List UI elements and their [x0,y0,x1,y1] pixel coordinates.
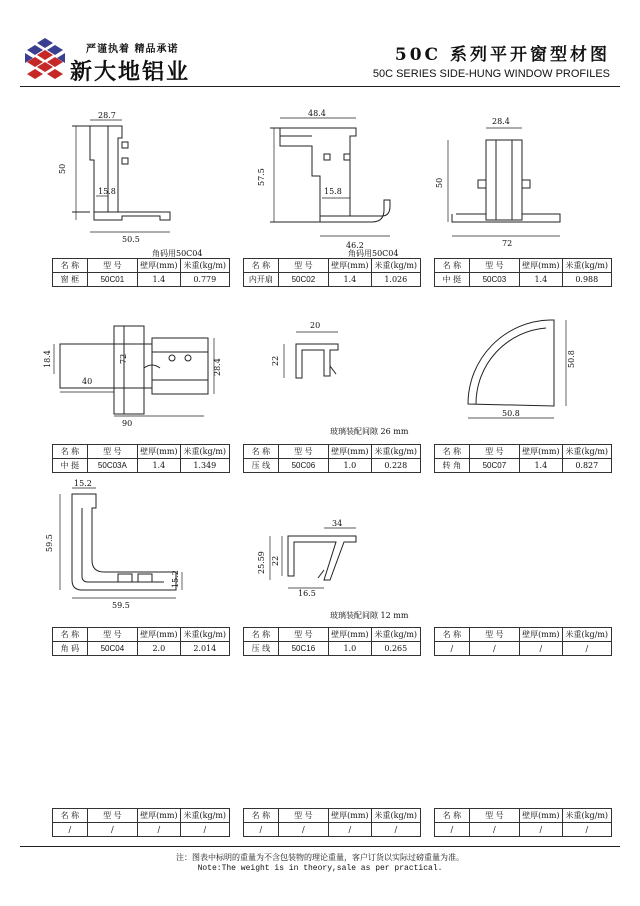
header-thickness: 壁厚(mm) [329,809,371,823]
header-model: 型 号 [278,259,328,273]
profile-model: 50C06 [278,459,328,473]
profile-thickness: / [329,823,371,837]
profile-drawing-50c06 [268,314,378,394]
header-name: 名 称 [435,809,470,823]
footer-note-en: Note:The weight is in theory,sale as per practical. [197,864,443,873]
header-divider [20,86,620,87]
profile-note: 玻璃装配间隙 26 mm [330,427,409,436]
profile-name: / [244,823,279,837]
header-model: 型 号 [87,809,137,823]
company-name: 新大地铝业 [70,59,191,85]
dim-label: 18.4 [43,350,52,368]
profile-name: / [435,823,470,837]
dim-label: 20 [310,321,321,330]
dim-label: 40 [82,377,93,386]
dim-label: 15.8 [324,187,342,196]
spec-table-empty [52,808,230,837]
dim-label: 90 [122,419,133,428]
profile-thickness: 1.4 [329,273,371,287]
dim-label: 48.4 [308,109,326,118]
profile-weight: 0.827 [562,459,611,473]
profile-name: 转 角 [435,459,470,473]
header-name: 名 称 [435,628,470,642]
dim-label: 34 [332,519,343,528]
profile-weight: / [562,642,611,656]
profile-name: / [435,642,470,656]
profile-drawing-50c04 [38,480,198,614]
header-model: 型 号 [278,809,328,823]
profile-name: 中 挺 [53,459,88,473]
dim-label: 59.5 [112,601,130,610]
spec-table-50c04 [52,627,230,656]
profile-note: 玻璃装配间隙 12 mm [330,611,409,620]
profile-model: 50C04 [87,642,137,656]
profile-name: 压 线 [244,459,279,473]
profile-note: 角码用50C04 [348,249,399,258]
header-weight: 米重(kg/m) [562,628,611,642]
dim-label: 25.59 [257,551,266,574]
profile-model: 50C01 [87,273,137,287]
header-weight: 米重(kg/m) [180,445,229,459]
dim-label: 50 [435,177,444,188]
spec-table-empty [434,627,612,656]
profile-weight: / [180,823,229,837]
dim-label: 50 [58,163,67,174]
profile-drawing-50c03a [40,322,220,430]
profile-drawing-50c02 [250,106,400,254]
header-name: 名 称 [244,259,279,273]
profile-model: 50C03A [87,459,137,473]
dim-label: 50.8 [502,409,520,418]
header-model: 型 号 [469,259,519,273]
dim-label: 28.7 [98,111,116,120]
profile-name: 内开扇 [244,273,279,287]
profile-weight: 0.265 [371,642,420,656]
profile-model: 50C16 [278,642,328,656]
dim-label: 16.5 [298,589,316,598]
header-model: 型 号 [469,445,519,459]
dim-label: 72 [502,239,513,248]
profile-thickness: 1.4 [138,273,180,287]
header-name: 名 称 [244,809,279,823]
dim-label: 28.4 [213,358,222,376]
profile-model: / [469,642,519,656]
header-model: 型 号 [278,628,328,642]
header-weight: 米重(kg/m) [180,809,229,823]
profile-drawing-50c03 [436,110,586,250]
profile-name: 角 码 [53,642,88,656]
profile-thickness: 1.4 [138,459,180,473]
profile-model: / [469,823,519,837]
spec-table-empty [243,808,421,837]
header-thickness: 壁厚(mm) [138,445,180,459]
dim-label: 50.5 [122,235,140,244]
profile-model: 50C07 [469,459,519,473]
profile-thickness: 2.0 [138,642,180,656]
header-name: 名 称 [435,259,470,273]
profile-weight: 0.228 [371,459,420,473]
header-thickness: 壁厚(mm) [520,445,562,459]
dim-label: 15.2 [171,570,180,588]
profile-weight: / [562,823,611,837]
header-thickness: 壁厚(mm) [329,445,371,459]
dim-label: 50.8 [567,350,576,368]
profile-weight: 1.349 [180,459,229,473]
spec-table-50c16 [243,627,421,656]
header-weight: 米重(kg/m) [562,809,611,823]
dim-label: 15.8 [98,187,116,196]
header-model: 型 号 [87,259,137,273]
spec-table-50c03a [52,444,230,473]
header-thickness: 壁厚(mm) [520,809,562,823]
spec-table-50c02 [243,258,421,287]
header-weight: 米重(kg/m) [562,445,611,459]
profile-name: 压 线 [244,642,279,656]
dim-label: 59.5 [45,534,54,552]
profile-drawing-50c16 [250,518,370,598]
header-name: 名 称 [244,628,279,642]
header-model: 型 号 [469,628,519,642]
header-thickness: 壁厚(mm) [138,259,180,273]
company-logo-icon [22,36,68,82]
profile-thickness: 1.4 [520,459,562,473]
dim-label: 46.2 [346,241,364,250]
header-name: 名 称 [53,628,88,642]
header-name: 名 称 [53,809,88,823]
profile-model: / [87,823,137,837]
spec-table-empty [434,808,612,837]
header-weight: 米重(kg/m) [180,259,229,273]
profile-drawing-50c01 [52,108,202,253]
dim-label: 72 [119,353,128,364]
profile-thickness: 1.0 [329,459,371,473]
profile-thickness: / [520,642,562,656]
header-model: 型 号 [87,445,137,459]
page-subtitle: 50C SERIES SIDE-HUNG WINDOW PROFILES [372,68,610,80]
header-weight: 米重(kg/m) [180,628,229,642]
header-name: 名 称 [53,445,88,459]
dim-label: 28.4 [492,117,510,126]
header-model: 型 号 [87,628,137,642]
profile-model: 50C02 [278,273,328,287]
dim-label: 22 [271,355,280,366]
profile-weight: 1.026 [371,273,420,287]
profile-weight: 0.779 [180,273,229,287]
header-weight: 米重(kg/m) [371,445,420,459]
profile-weight: / [371,823,420,837]
spec-table-50c03 [434,258,612,287]
profile-thickness: 1.0 [329,642,371,656]
profile-name: 中 挺 [435,273,470,287]
profile-weight: 2.014 [180,642,229,656]
header-weight: 米重(kg/m) [371,628,420,642]
header-name: 名 称 [435,445,470,459]
company-slogan: 严谨执着 精品承诺 [86,44,179,55]
profile-thickness: / [520,823,562,837]
page-title: 50C 系列平开窗型材图 [394,45,610,65]
profile-thickness: / [138,823,180,837]
header-thickness: 壁厚(mm) [138,809,180,823]
spec-table-50c01 [52,258,230,287]
header-model: 型 号 [469,809,519,823]
header-thickness: 壁厚(mm) [329,259,371,273]
dim-label: 15.2 [74,479,92,488]
profile-note: 角码用50C04 [152,249,203,258]
footer-note [0,852,640,874]
header-weight: 米重(kg/m) [371,809,420,823]
header-name: 名 称 [244,445,279,459]
header-name: 名 称 [53,259,88,273]
spec-table-50c06 [243,444,421,473]
spec-table-50c07 [434,444,612,473]
profile-model: / [278,823,328,837]
dim-label: 22 [271,555,280,566]
header-weight: 米重(kg/m) [562,259,611,273]
profile-name: / [53,823,88,837]
dim-label: 57.5 [257,168,266,186]
header-thickness: 壁厚(mm) [520,628,562,642]
header-weight: 米重(kg/m) [371,259,420,273]
header-thickness: 壁厚(mm) [329,628,371,642]
header-thickness: 壁厚(mm) [138,628,180,642]
profile-thickness: 1.4 [520,273,562,287]
footer-divider [20,846,620,847]
header-model: 型 号 [278,445,328,459]
header-thickness: 壁厚(mm) [520,259,562,273]
footer-note-cn: 注：图表中标明的重量为不含包装物的理论重量，客户订货以实际过磅重量为准。 [176,853,464,862]
profile-model: 50C03 [469,273,519,287]
profile-name: 窗 框 [53,273,88,287]
profile-weight: 0.988 [562,273,611,287]
profile-drawing-50c07 [450,306,590,430]
